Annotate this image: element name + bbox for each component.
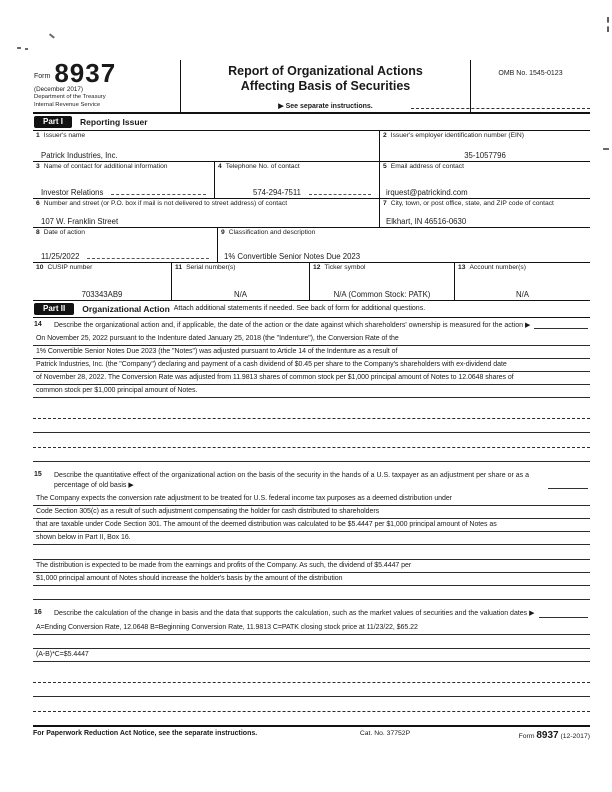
omb-number: OMB No. 1545-0123	[470, 60, 590, 112]
field-ein	[380, 131, 590, 161]
field-number: 8	[36, 229, 40, 237]
answer-16-line: (A-B)*C=$5.4447	[33, 649, 590, 662]
field-label-text: Issuer's employer identification number (EIN)	[390, 132, 524, 140]
field-label	[221, 229, 587, 237]
field-value	[41, 252, 213, 261]
question-15	[33, 471, 590, 491]
dotted-leader	[111, 193, 206, 195]
part2-badge: Part II	[34, 303, 74, 315]
field-issuer-name	[33, 131, 380, 161]
field-label	[458, 264, 587, 272]
field-label	[36, 200, 376, 208]
field-label-text: Date of action	[43, 229, 85, 237]
answer-14	[33, 333, 590, 462]
field-contact-street	[33, 199, 380, 227]
field-value	[382, 151, 588, 160]
question-14	[33, 321, 590, 331]
form-word: Form	[34, 73, 51, 81]
answer-14-line: of November 28, 2022. The Conversion Rate was adjusted from 11.9813 shares of common stock per $1,000 principal amount of Notes to 12.0648 shares of	[33, 372, 590, 385]
rule-line	[539, 617, 588, 618]
field-classification	[218, 228, 590, 262]
department-line2: Internal Revenue Service	[34, 102, 101, 109]
field-number: 11	[175, 264, 183, 272]
field-label-text: Email address of contact	[390, 163, 464, 171]
answer-16	[33, 622, 590, 727]
field-cusip	[33, 263, 172, 300]
answer-14-line: common stock per $1,000 principal amount of Notes.	[33, 385, 590, 398]
part2-bar	[33, 301, 590, 318]
blank-rule-line	[33, 683, 590, 698]
department-line1: Department of the Treasury	[34, 94, 106, 101]
question-14-number: 14	[34, 321, 42, 329]
question-15-number: 15	[34, 471, 42, 479]
catalog-number: Cat. No. 37752P	[359, 730, 411, 737]
field-label-text: Number and street (or P.O. box if mail is not delivered to street address) of contact	[43, 200, 288, 208]
field-date-of-action	[33, 228, 218, 262]
field-contact-city	[380, 199, 590, 227]
field-label-text: Serial number(s)	[186, 264, 236, 272]
field-label-text: Name of contact for additional information	[43, 163, 168, 171]
form-number: 8937	[54, 58, 117, 88]
question-16-body	[54, 609, 590, 619]
blank-rule-line	[33, 712, 590, 727]
blank-rule-line	[33, 433, 590, 448]
field-label	[383, 132, 587, 140]
contact-email-value: irquest@patrickind.com	[386, 188, 468, 198]
part2-heading-note: Attach additional statements if needed. See back of form for additional questions.	[173, 305, 426, 313]
field-value	[41, 151, 375, 160]
field-label	[383, 200, 587, 208]
dotted-leader	[309, 193, 371, 195]
blank-rule-line	[33, 697, 590, 712]
field-value	[386, 217, 586, 226]
field-value	[41, 217, 375, 226]
blank-rule-line	[33, 668, 590, 683]
form-title-line1: Report of Organizational Actions	[228, 64, 423, 78]
part2-heading: Organizational Action	[82, 303, 170, 314]
blank-rule-line	[33, 586, 590, 601]
field-label-text: Issuer's name	[43, 132, 86, 140]
field-label-text: CUSIP number	[47, 264, 93, 272]
part1-row3	[33, 199, 590, 228]
answer-15-line: The distribution is expected to be made from the earnings and profits of the Company. As such, the dividend of $5.4447 per	[33, 560, 590, 573]
part1-badge: Part I	[34, 116, 72, 128]
answer-14-line: On November 25, 2022 pursuant to the Indenture dated January 25, 2018 (the "Indenture"), the Conversion Rate of the	[33, 333, 590, 346]
answer-15-line	[33, 545, 590, 560]
scan-artifact	[605, 17, 609, 32]
field-value	[457, 290, 588, 299]
question-15-label: Describe the quantitative effect of the organizational action on the basis of the security in the hands of a U.S. taxpayer as an adjustment per share or as a percentage of old basis ▶	[54, 472, 529, 490]
field-number: 6	[36, 200, 40, 208]
field-number: 7	[383, 200, 387, 208]
field-contact-phone	[215, 162, 380, 198]
see-instructions-note: ▶ See separate instructions.	[278, 102, 373, 110]
scan-artifact	[25, 48, 28, 50]
field-value	[253, 188, 375, 197]
field-value	[312, 290, 452, 299]
form-revision: (December 2017)	[34, 86, 83, 94]
field-account-numbers	[455, 263, 590, 300]
answer-15-line: shown below in Part II, Box 16.	[33, 532, 590, 545]
field-number: 9	[221, 229, 225, 237]
field-number: 13	[458, 264, 466, 272]
field-label	[313, 264, 451, 272]
field-number: 2	[383, 132, 387, 140]
rule-line	[548, 488, 588, 489]
blank-rule-line	[33, 448, 590, 463]
classification-value: 1% Convertible Senior Notes Due 2023	[224, 252, 361, 262]
serial-numbers-value: N/A	[234, 290, 247, 300]
field-label-text: Ticker symbol	[324, 264, 366, 272]
answer-15-line: Code Section 305(c) as a result of such adjustment compensating the holder for cash distributed to shareholders	[33, 506, 590, 519]
footer-form-revision: (12-2017)	[560, 733, 590, 740]
field-serial-numbers	[172, 263, 310, 300]
scan-artifact	[49, 33, 55, 38]
form-header	[33, 60, 590, 114]
answer-15-line: $1,000 principal amount of Notes should increase the holder's basis by the amount of the distribution	[33, 573, 590, 586]
part1-heading: Reporting Issuer	[80, 116, 148, 127]
field-label	[36, 229, 214, 237]
field-number: 10	[36, 264, 44, 272]
account-numbers-value: N/A	[516, 290, 529, 300]
field-label	[36, 163, 211, 171]
answer-15-line: The Company expects the conversion rate adjustment to be treated for U.S. federal income tax purposes as a deemed distribution under	[33, 493, 590, 506]
field-value	[35, 290, 169, 299]
question-14-label: Describe the organizational action and, if applicable, the date of the action or the date against which shareholders' ownership is measured for the action ▶	[54, 322, 531, 330]
answer-15	[33, 493, 590, 600]
field-label	[36, 264, 168, 272]
field-number: 12	[313, 264, 321, 272]
question-16-number: 16	[34, 609, 42, 617]
contact-name-value: Investor Relations	[41, 188, 104, 198]
field-label-text: Classification and description	[228, 229, 316, 237]
question-16	[33, 609, 590, 619]
footer-form-id	[470, 730, 590, 741]
field-value	[41, 188, 210, 197]
part1-row5	[33, 263, 590, 301]
form-content	[33, 60, 590, 726]
answer-14-line: Patrick Industries, Inc. (the "Company") declaring and payment of a cash dividend of $0.45 per share to the Company's shareholders with ex-dividend date	[33, 359, 590, 372]
field-value	[386, 188, 586, 197]
field-ticker	[310, 263, 455, 300]
cusip-value: 703343AB9	[81, 290, 123, 300]
paperwork-notice: For Paperwork Reduction Act Notice, see the separate instructions.	[33, 730, 258, 737]
field-contact-name	[33, 162, 215, 198]
field-number: 3	[36, 163, 40, 171]
contact-phone-value: 574-294-7511	[253, 188, 301, 198]
field-label	[218, 163, 376, 171]
question-16-label: Describe the calculation of the change in basis and the data that supports the calculation, such as the market values of securities and the valuation dates ▶	[54, 610, 535, 618]
field-label-text: City, town, or post office, state, and ZIP code of contact	[390, 200, 554, 208]
form-title-line2: Affecting Basis of Securities	[240, 79, 411, 94]
issuer-name-value: Patrick Industries, Inc.	[41, 151, 118, 161]
field-label-text: Account number(s)	[469, 264, 526, 272]
footer-form-number: 8937	[536, 730, 559, 741]
form-title-block	[181, 60, 470, 112]
answer-14-line: 1% Convertible Senior Notes Due 2023 (the "Notes") was adjusted pursuant to Article 14 of the Indenture as a result of	[33, 346, 590, 359]
footer-form-word: Form	[518, 733, 535, 740]
answer-16-line: A=Ending Conversion Rate, 12.0648 B=Beginning Conversion Rate, 11.9813 C=PATK closing stock price at 11/23/22, $65.22	[33, 622, 590, 635]
form-number-block	[33, 60, 181, 112]
field-value	[174, 290, 307, 299]
field-label	[383, 163, 587, 171]
part1-row1	[33, 131, 590, 162]
ein-value: 35-1057796	[464, 151, 506, 161]
dotted-leader	[87, 257, 209, 259]
ticker-value: N/A (Common Stock: PATK)	[333, 290, 431, 300]
rule-line	[534, 328, 588, 329]
scan-artifact	[603, 148, 609, 150]
answer-15-line: that are taxable under Code Section 301. The amount of the deemed distribution was calculated to be $5.4447 per $1,000 principal amount of Notes as	[33, 519, 590, 532]
blank-rule-line	[33, 419, 590, 434]
field-number: 4	[218, 163, 222, 171]
contact-city-value: Elkhart, IN 46516-0630	[386, 217, 467, 227]
form-number-line	[34, 58, 176, 88]
field-label-text: Telephone No. of contact	[225, 163, 300, 171]
question-14-body	[54, 321, 590, 331]
field-label	[175, 264, 306, 272]
field-number: 5	[383, 163, 387, 171]
answer-16-line	[33, 635, 590, 650]
field-contact-email	[380, 162, 590, 198]
blank-rule-line	[33, 404, 590, 419]
field-value	[224, 252, 586, 261]
part1-bar	[33, 114, 590, 131]
field-label	[36, 132, 376, 140]
date-of-action-value: 11/25/2022	[41, 252, 80, 262]
part1-row4	[33, 228, 590, 263]
scan-artifact	[17, 47, 21, 49]
question-15-body	[54, 471, 590, 491]
form-footer	[33, 725, 590, 741]
field-number: 1	[36, 132, 40, 140]
contact-street-value: 107 W. Franklin Street	[41, 217, 119, 227]
part1-row2	[33, 162, 590, 199]
